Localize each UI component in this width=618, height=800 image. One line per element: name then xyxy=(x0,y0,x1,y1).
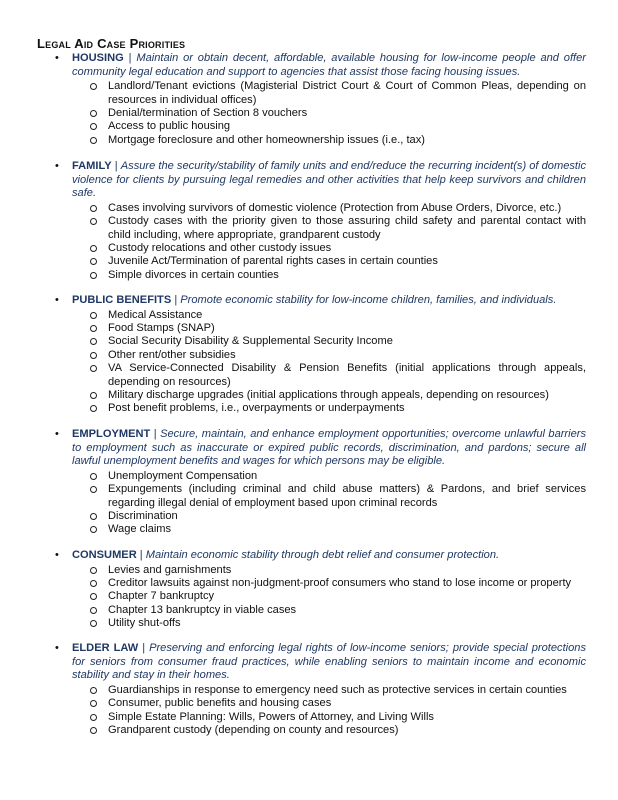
list-item xyxy=(108,134,586,147)
list-item-text: Cases involving survivors of domestic violence (Protection from Abuse Orders, Divorce, etc.) xyxy=(108,201,562,214)
list-item-text: Simple divorces in certain counties xyxy=(108,268,279,281)
bullet-icon: • xyxy=(55,160,59,172)
circle-bullet-icon xyxy=(90,352,97,359)
section-heading: CONSUMER xyxy=(72,549,137,561)
list-item-text: Wage claims xyxy=(108,523,172,536)
list-item-text: Juvenile Act/Termination of parental rights cases in certain counties xyxy=(108,255,438,268)
list-item xyxy=(108,577,586,590)
list-item-text: Mortgage foreclosure and other homeownership issues (i.e., tax) xyxy=(108,133,425,146)
list-item-text: Denial/termination of Section 8 vouchers xyxy=(108,107,308,119)
bullet-icon: • xyxy=(55,549,59,561)
list-item xyxy=(108,255,586,268)
heading-separator: | xyxy=(138,642,150,654)
list-item xyxy=(108,523,586,536)
list-item xyxy=(108,470,586,483)
circle-bullet-icon xyxy=(90,245,97,252)
list-item xyxy=(108,202,586,215)
list-item-text: Military discharge upgrades (initial applications through appeals, depending on resources) xyxy=(108,389,549,402)
list-item-text: Medical Assistance xyxy=(108,308,203,321)
page-title: Legal Aid Case Priorities xyxy=(37,36,186,51)
list-item-text: VA Service-Connected Disability & Pension Benefits (initial applications through appeals, depending on resources) xyxy=(108,362,586,388)
list-item-text: Landlord/Tenant evictions (Magisterial District Court & Court of Common Pleas, depending on resources in individual offices) xyxy=(108,80,586,106)
circle-bullet-icon xyxy=(90,218,97,225)
list-item xyxy=(108,80,586,107)
list-item xyxy=(108,711,586,724)
section-header xyxy=(50,642,586,683)
list-item-text: Creditor lawsuits against non-judgment-proof consumers who stand to lose income or property xyxy=(108,577,572,589)
circle-bullet-icon xyxy=(90,687,97,694)
circle-bullet-icon xyxy=(90,607,97,614)
circle-bullet-icon xyxy=(90,580,97,587)
section-description: Secure, maintain, and enhance employment opportunities; overcome unlawful barriers to employment such as inaccurate or expired public records, discrimination, and pardons; secure all lawful unemployment benefits and wages for which persons may be eligible. xyxy=(72,428,587,468)
list-item-text: Social Security Disability & Supplemental Security Income xyxy=(108,335,393,348)
circle-bullet-icon xyxy=(90,205,97,212)
section-employment xyxy=(50,428,586,537)
list-item xyxy=(108,510,586,523)
heading-separator: | xyxy=(171,294,181,306)
circle-bullet-icon xyxy=(90,567,97,574)
section-header xyxy=(50,428,586,469)
list-item xyxy=(108,483,586,510)
section-public-benefits xyxy=(50,294,586,416)
list-item-text: Chapter 13 bankruptcy in viable cases xyxy=(108,603,297,616)
list-item xyxy=(108,590,586,603)
list-item-text: Access to public housing xyxy=(108,120,231,133)
section-housing xyxy=(50,52,586,147)
list-item xyxy=(108,242,586,255)
section-item-list xyxy=(50,202,586,282)
circle-bullet-icon xyxy=(90,486,97,493)
circle-bullet-icon xyxy=(90,258,97,265)
circle-bullet-icon xyxy=(90,365,97,372)
list-item xyxy=(108,269,586,282)
list-item xyxy=(108,349,586,362)
section-item-list xyxy=(50,309,586,416)
circle-bullet-icon xyxy=(90,513,97,520)
section-heading: EMPLOYMENT xyxy=(72,428,151,440)
circle-bullet-icon xyxy=(90,123,97,130)
list-item-text: Guardianships in response to emergency need such as protective services in certain counties xyxy=(108,683,567,696)
section-description: Preserving and enforcing legal rights of low-income seniors; provide special protections for seniors from consumer fraud practices, while enabling seniors to maintain income and economic stability and stay in their homes. xyxy=(72,642,587,682)
list-item xyxy=(108,617,586,630)
circle-bullet-icon xyxy=(90,392,97,399)
section-item-list xyxy=(50,80,586,147)
list-item-text: Other rent/other subsidies xyxy=(108,348,236,361)
heading-separator: | xyxy=(123,52,137,64)
circle-bullet-icon xyxy=(90,110,97,117)
list-item-text: Custody relocations and other custody issues xyxy=(108,242,332,254)
circle-bullet-icon xyxy=(90,338,97,345)
circle-bullet-icon xyxy=(90,593,97,600)
circle-bullet-icon xyxy=(90,620,97,627)
list-item xyxy=(108,309,586,322)
section-header xyxy=(50,294,586,308)
circle-bullet-icon xyxy=(90,700,97,707)
list-item-text: Expungements (including criminal and child abuse matters) & Pardons, and brief services regarding illegal denial of employment based upon criminal records xyxy=(108,483,586,509)
list-item-text: Post benefit problems, i.e., overpayments or underpayments xyxy=(108,402,405,415)
circle-bullet-icon xyxy=(90,405,97,412)
list-item-text: Consumer, public benefits and housing cases xyxy=(108,697,332,710)
section-header xyxy=(50,52,586,79)
circle-bullet-icon xyxy=(90,714,97,721)
section-family xyxy=(50,160,586,282)
heading-separator: | xyxy=(136,549,146,561)
list-item xyxy=(108,684,586,697)
section-item-list xyxy=(50,564,586,631)
list-item xyxy=(108,564,586,577)
heading-separator: | xyxy=(150,428,161,440)
list-item xyxy=(108,402,586,415)
circle-bullet-icon xyxy=(90,137,97,144)
circle-bullet-icon xyxy=(90,312,97,319)
section-item-list xyxy=(50,684,586,738)
section-heading: ELDER LAW xyxy=(72,642,139,654)
list-item-text: Chapter 7 bankruptcy xyxy=(108,590,215,603)
list-item xyxy=(108,697,586,710)
section-description: Promote economic stability for low-income children, families, and individuals. xyxy=(180,294,557,306)
list-item-text: Simple Estate Planning: Wills, Powers of Attorney, and Living Wills xyxy=(108,710,434,723)
circle-bullet-icon xyxy=(90,727,97,734)
list-item xyxy=(108,322,586,335)
list-item-text: Levies and garnishments xyxy=(108,563,232,576)
circle-bullet-icon xyxy=(90,473,97,480)
section-description: Maintain economic stability through debt relief and consumer protection. xyxy=(145,549,500,561)
section-heading: FAMILY xyxy=(72,160,112,172)
bullet-icon: • xyxy=(55,428,59,440)
section-consumer xyxy=(50,549,586,631)
section-item-list xyxy=(50,470,586,537)
list-item-text: Discrimination xyxy=(108,510,178,522)
list-item-text: Unemployment Compensation xyxy=(108,469,258,482)
section-heading: PUBLIC BENEFITS xyxy=(72,294,172,306)
bullet-icon: • xyxy=(55,52,59,64)
section-elder-law xyxy=(50,642,586,737)
section-header xyxy=(50,549,586,563)
section-header xyxy=(50,160,586,201)
heading-separator: | xyxy=(111,160,121,172)
section-description: Assure the security/stability of family units and end/reduce the recurring incident(s) of domestic violence for clients by pursuing legal remedies and other activities that help keep survivors and children safe. xyxy=(72,160,587,200)
bullet-icon: • xyxy=(55,642,59,654)
section-description: Maintain or obtain decent, affordable, available housing for low-income people and offer community legal education and support to agencies that assist those facing housing issues. xyxy=(72,52,587,78)
list-item xyxy=(108,107,586,120)
list-item xyxy=(108,389,586,402)
list-item-text: Food Stamps (SNAP) xyxy=(108,322,215,334)
list-item xyxy=(108,604,586,617)
section-heading: HOUSING xyxy=(72,52,124,64)
list-item xyxy=(108,215,586,242)
circle-bullet-icon xyxy=(90,83,97,90)
circle-bullet-icon xyxy=(90,325,97,332)
list-item-text: Grandparent custody (depending on county and resources) xyxy=(108,724,399,736)
list-item xyxy=(108,335,586,348)
list-item xyxy=(108,362,586,389)
list-item-text: Utility shut-offs xyxy=(108,617,181,630)
list-item xyxy=(108,120,586,133)
bullet-icon: • xyxy=(55,294,59,306)
list-item xyxy=(108,724,586,737)
list-item-text: Custody cases with the priority given to those assuring child safety and parental contact with child including, where appropriate, grandparent custody xyxy=(108,215,586,241)
circle-bullet-icon xyxy=(90,526,97,533)
circle-bullet-icon xyxy=(90,272,97,279)
